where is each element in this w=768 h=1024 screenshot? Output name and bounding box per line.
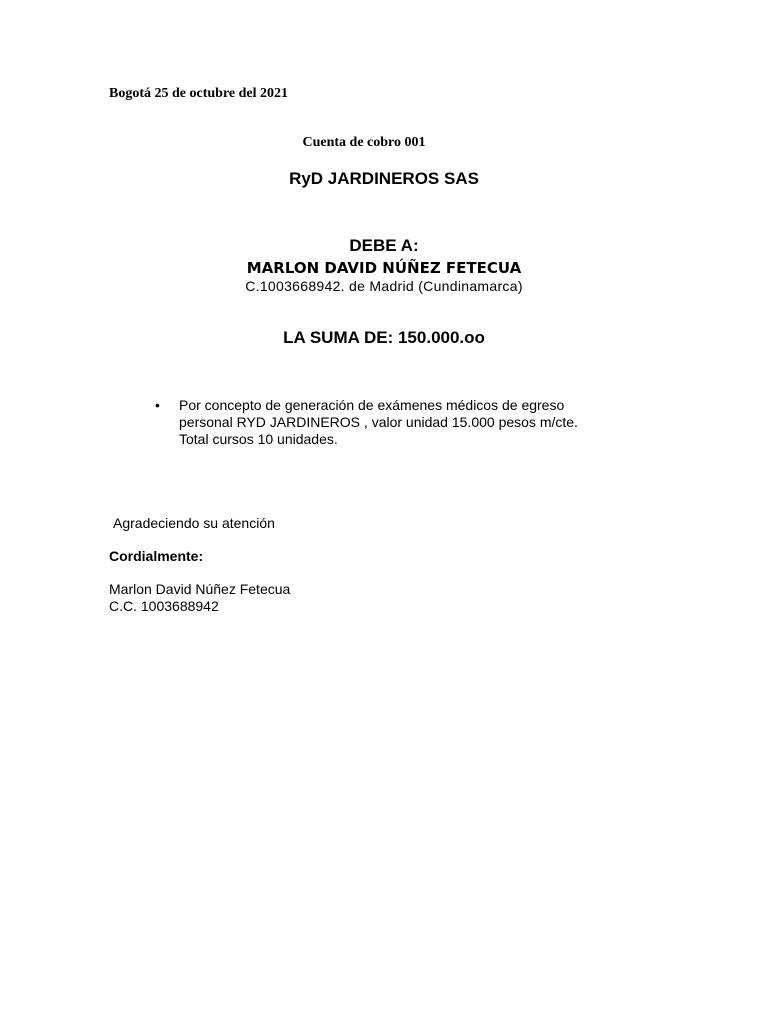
- closing-text: Cordialmente:: [109, 548, 204, 564]
- owed-to-heading: DEBE A:: [349, 236, 419, 255]
- creditor-name: MARLON DAVID NÚÑEZ FETECUA: [246, 259, 522, 277]
- concept-line: Total cursos 10 unidades.: [179, 431, 338, 447]
- concept-list-item: [155, 397, 655, 448]
- invoice-number: Cuenta de cobro 001: [302, 135, 426, 150]
- concept-line: Por concepto de generación de exámenes médicos de egreso: [179, 397, 565, 413]
- concept-line: personal RYD JARDINEROS , valor unidad 15.000 pesos m/cte.: [179, 414, 578, 430]
- thanks-text: Agradeciendo su atención: [113, 515, 275, 531]
- amount-line: LA SUMA DE: 150.000.oo: [283, 328, 485, 347]
- document-date: Bogotá 25 de octubre del 2021: [109, 86, 289, 101]
- creditor-id: C.1003668942. de Madrid (Cundinamarca): [245, 278, 523, 294]
- signer-id: C.C. 1003688942: [109, 598, 219, 614]
- bullet-icon: •: [155, 397, 160, 413]
- concept-text: [179, 397, 578, 448]
- signer-name: Marlon David Núñez Fetecua: [109, 581, 291, 597]
- debtor-company: RyD JARDINEROS SAS: [289, 169, 479, 188]
